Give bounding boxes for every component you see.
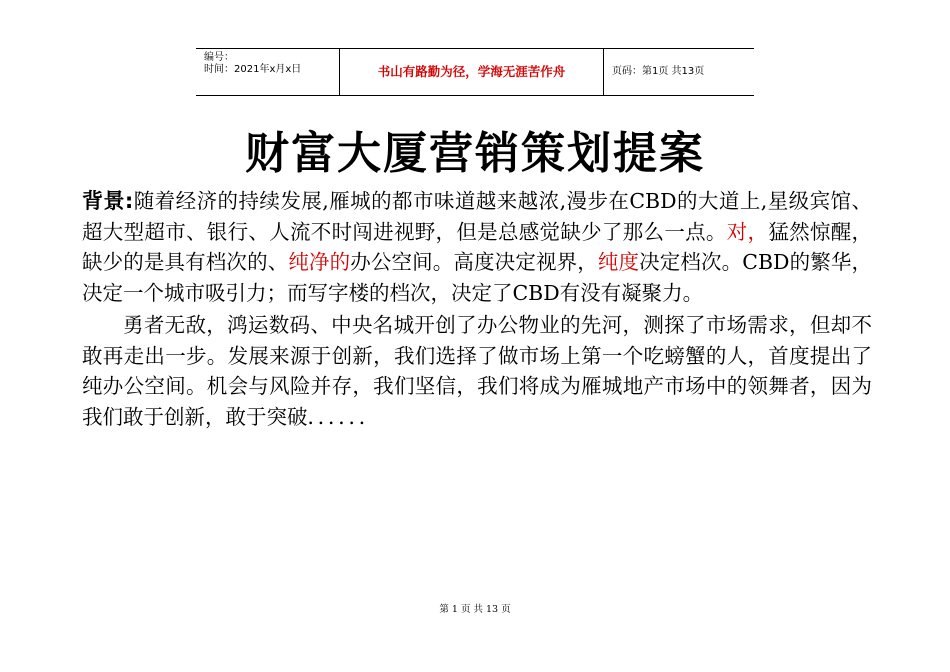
highlight-text: 对，: [726, 219, 769, 244]
paragraph-text: 随着经济的持续发展,雁城的都市味道越来越浓,漫步在CBD的大道上,星级宾馆、超大型超市、银行、人流不时闯进视野，但是总感觉缺少了那么一点。: [82, 189, 873, 244]
highlight-text: 纯净的: [288, 250, 351, 274]
innovation-paragraph: 勇者无敌，鸿运数码、中央名城开创了办公物业的先河，测探了市场需求，但却不敢再走出一步。发展来源于创新，我们选择了做市场上第一个吃螃蟹的人，首度提出了纯办公空间。机会与风险并存，我们坚信，我们将成为雁城地产市场中的领舞者，因为我们敢于创新，敢于突破．．．．．．: [82, 313, 872, 429]
header-motto: 书山有路勤为径，学海无涯苦作舟: [340, 49, 604, 95]
paragraph-text: 办公空间。高度决定视界，: [350, 250, 598, 274]
document-time-label: 时间：2021年x月x日: [204, 64, 302, 75]
paragraph-text: 决定档次。CBD的繁华，决定一个城市吸引力；而写字楼的档次，决定了CBD有没有凝聚力。: [82, 250, 873, 305]
highlight-text: 纯度: [597, 250, 640, 274]
paragraph-text: 猛然惊醒，缺少的是具有档次的、: [82, 219, 873, 274]
document-title: 财富大厦营销策划提案: [245, 128, 705, 179]
document-body: [82, 186, 872, 432]
background-paragraph: [82, 186, 872, 308]
background-label: 背景:: [82, 189, 134, 213]
header-meta-cell: [196, 49, 340, 95]
header-page-code: 页码：第1页 共13页: [612, 66, 705, 77]
page-footer: 第 1 页 共 13 页: [439, 604, 511, 615]
document-number-label: 编号：: [204, 52, 234, 63]
page-header: [196, 48, 754, 96]
